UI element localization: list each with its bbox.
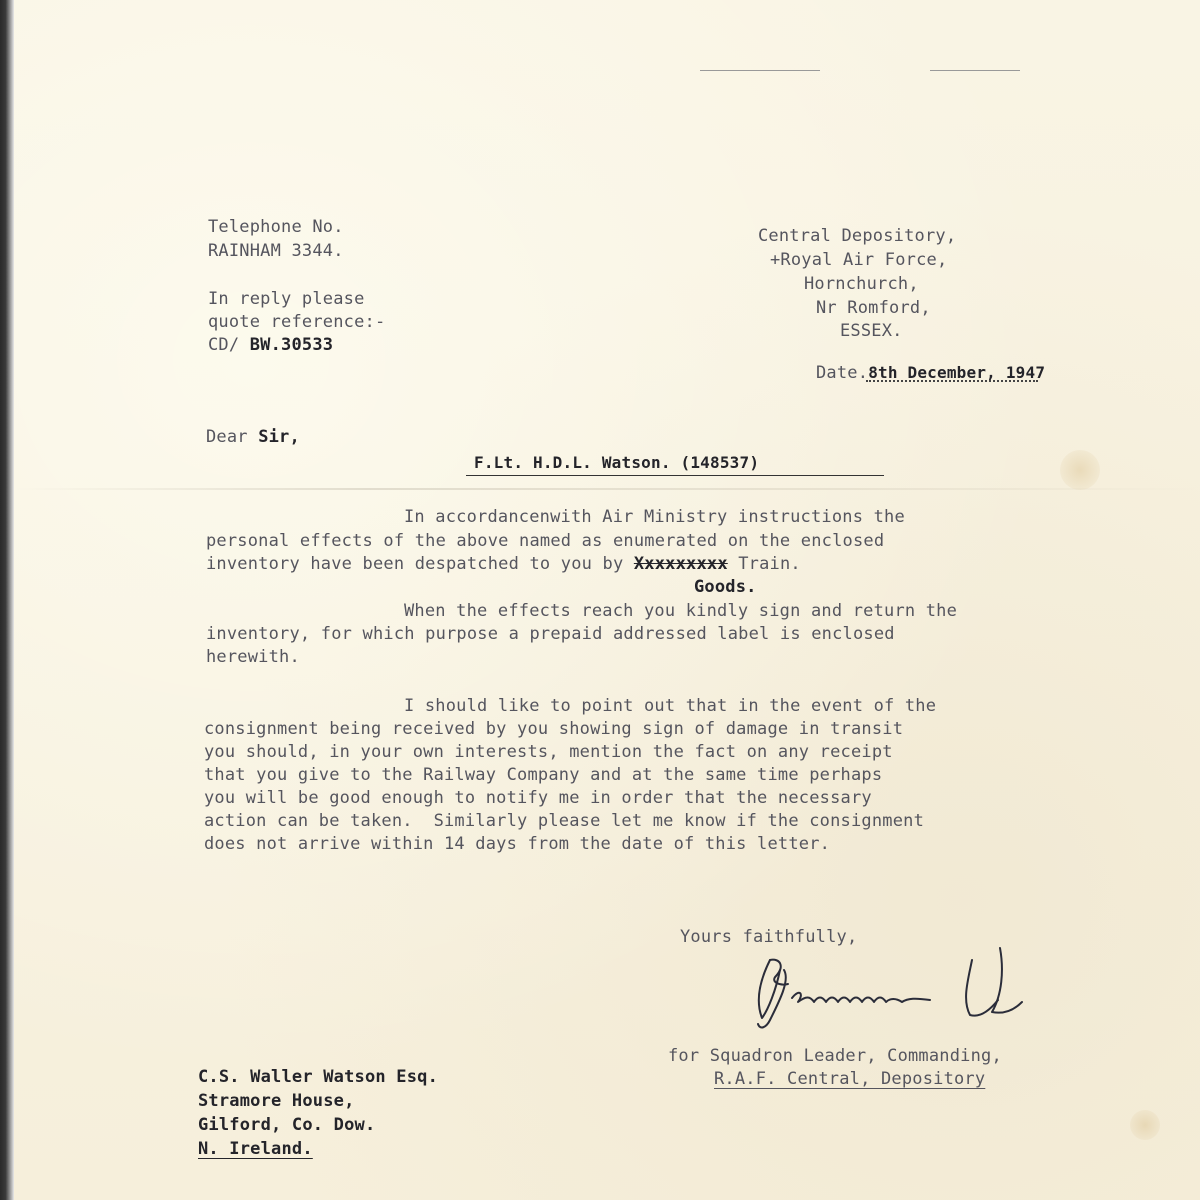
reply-instruction-2: quote reference:- — [208, 312, 386, 332]
date-value: 8th December, 1947 — [868, 363, 1046, 382]
top-scratch-mark — [700, 70, 820, 71]
salutation-dear: Dear — [206, 427, 259, 447]
salutation — [206, 426, 300, 448]
reference-number: BW.30533 — [249, 335, 334, 355]
address-line-4: Nr Romford, — [816, 298, 931, 318]
handwritten-signature — [740, 940, 1040, 1040]
paper-stain — [1130, 1110, 1160, 1140]
address-line-3: Hornchurch, — [804, 274, 919, 294]
body-p1-line-3-end: Train. — [727, 554, 801, 574]
date-dotted-line — [866, 380, 1038, 382]
body-p2-line-2: inventory, for which purpose a prepaid addressed label is enclosed — [206, 624, 895, 644]
reference-prefix: CD/ — [208, 335, 250, 355]
body-p2-line-1: When the effects reach you kindly sign and return the — [404, 601, 958, 621]
subject-underline — [466, 475, 884, 476]
telephone-number: RAINHAM 3344. — [208, 241, 344, 261]
salutation-sir: Sir, — [258, 427, 300, 447]
reference-line — [208, 334, 333, 356]
subject-heading: F.Lt. H.D.L. Watson. (148537) — [474, 453, 760, 472]
body-p3-line-4: that you give to the Railway Company and at the same time perhaps — [204, 765, 883, 785]
top-scratch-mark — [930, 70, 1020, 71]
valediction: Yours faithfully, — [680, 927, 858, 947]
address-line-1: Central Depository, — [758, 226, 957, 246]
recipient-address-3: N. Ireland. — [198, 1139, 313, 1159]
body-p3-line-6: action can be taken. Similarly please let me know if the consignment — [204, 811, 925, 831]
body-p3-line-3: you should, in your own interests, mention the fact on any receipt — [204, 742, 893, 762]
recipient-name: C.S. Waller Watson Esq. — [198, 1067, 439, 1087]
address-line-5: ESSEX. — [840, 321, 903, 341]
address-line-2: +Royal Air Force, — [770, 250, 948, 270]
body-p3-line-5: you will be good enough to notify me in order that the necessary — [204, 788, 872, 808]
body-p1-line-3 — [206, 553, 801, 575]
reply-instruction: In reply please — [208, 289, 365, 309]
body-p3-line-7: does not arrive within 14 days from the date of this letter. — [204, 834, 831, 854]
body-p1-line-2: personal effects of the above named as enumerated on the enclosed — [206, 531, 885, 551]
goods-insertion: Goods. — [694, 577, 757, 597]
recipient-address-1: Stramore House, — [198, 1091, 355, 1111]
body-p3-line-1: I should like to point out that in the event of the — [404, 696, 937, 716]
telephone-label: Telephone No. — [208, 217, 344, 237]
body-p1-line-3-start: inventory have been despatched to you by — [206, 554, 634, 574]
scan-edge — [0, 0, 14, 1200]
body-p1-line-1: In accordancenwith Air Ministry instructions the — [404, 507, 905, 527]
date-label: Date. — [816, 363, 869, 383]
signatory-line-2: R.A.F. Central, Depository — [714, 1069, 986, 1089]
struck-word: Xxxxxxxxx — [633, 554, 728, 574]
body-p3-line-2: consignment being received by you showing sign of damage in transit — [204, 719, 904, 739]
paper-fold — [14, 488, 1200, 490]
paper-stain — [1060, 450, 1100, 490]
signatory-line-1: for Squadron Leader, Commanding, — [668, 1046, 1002, 1066]
body-p2-line-3: herewith. — [206, 647, 300, 667]
recipient-address-2: Gilford, Co. Dow. — [198, 1115, 376, 1135]
